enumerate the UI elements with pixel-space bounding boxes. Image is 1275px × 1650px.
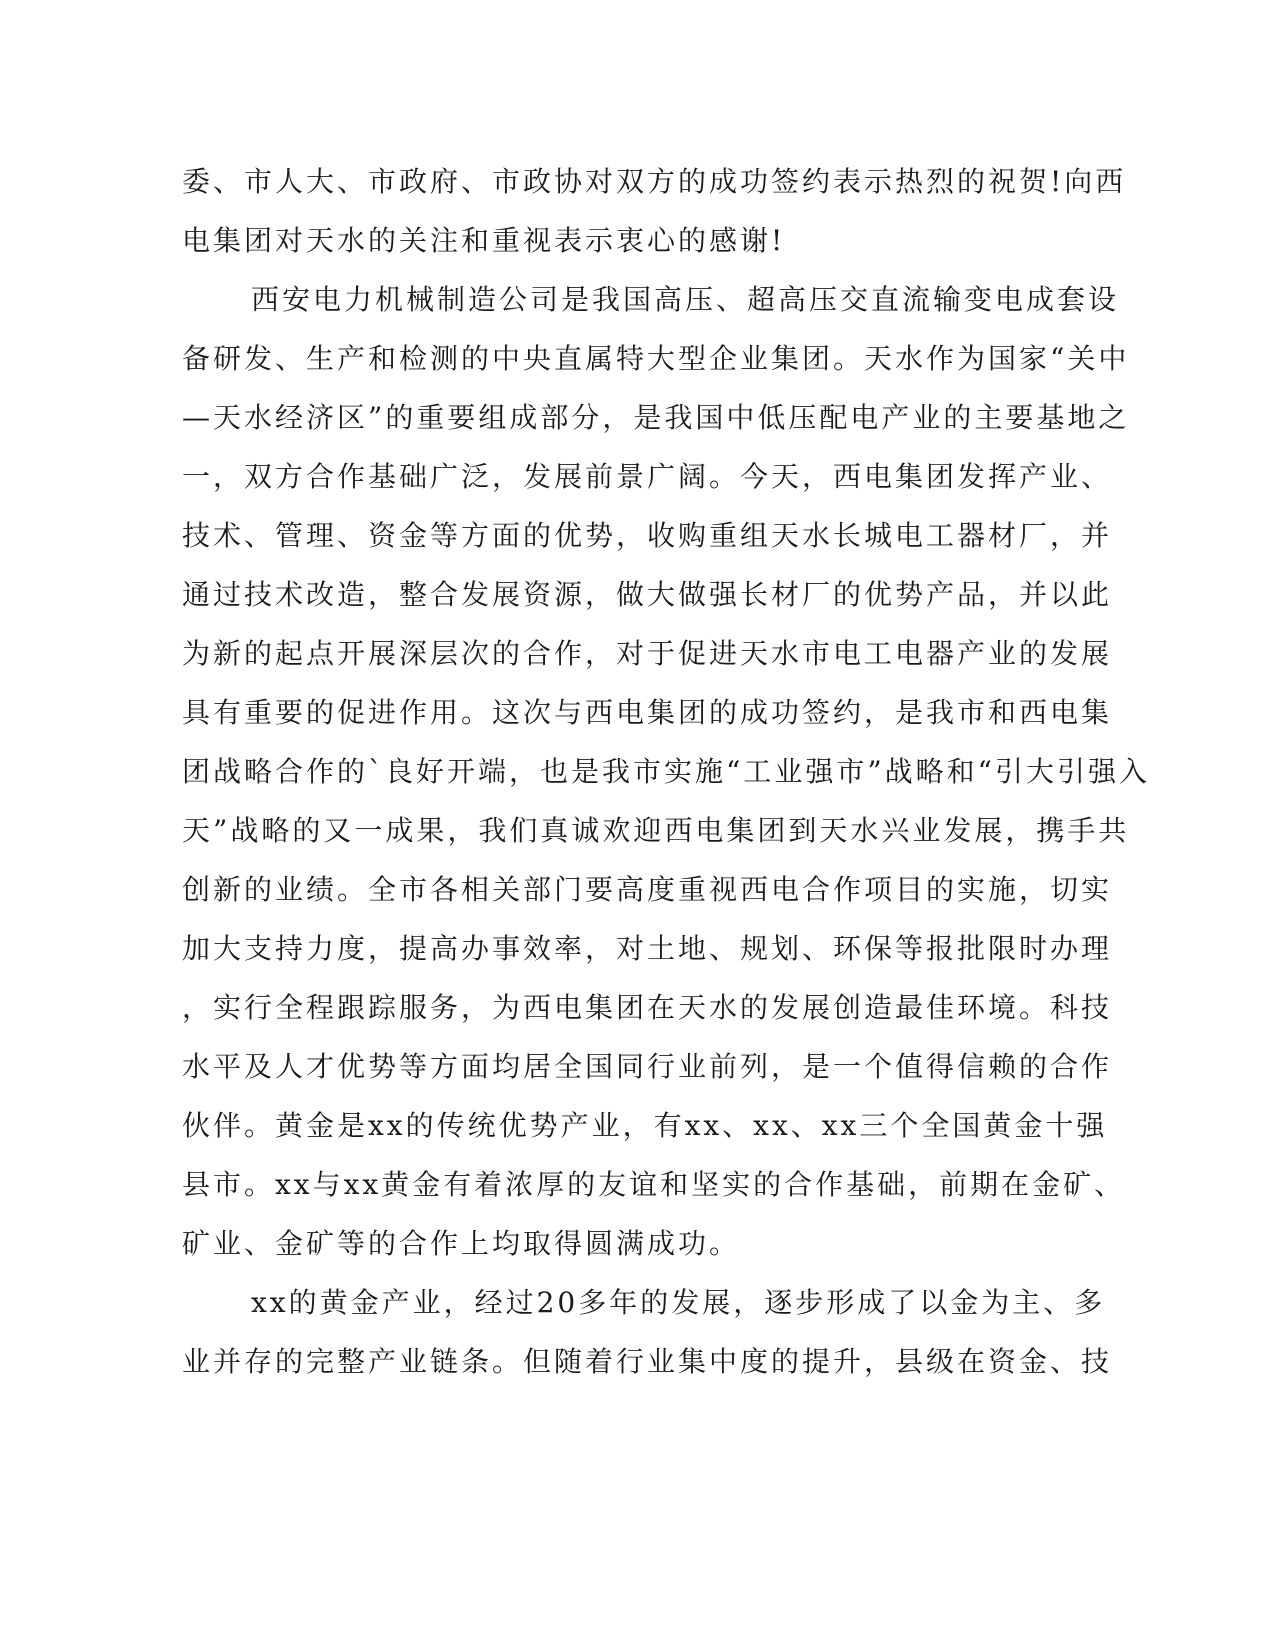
text-line: 团战略合作的`良好开端，也是我市实施“工业强市”战略和“引大引强入 xyxy=(182,755,1150,788)
text-line: —天水经济区”的重要组成部分，是我国中低压配电产业的主要基地之 xyxy=(182,401,1130,434)
text-line: 通过技术改造，整合发展资源，做大做强长材厂的优势产品，并以此 xyxy=(182,578,1113,611)
text-line: 具有重要的促进作用。这次与西电集团的成功签约，是我市和西电集 xyxy=(182,696,1113,729)
document-body xyxy=(182,152,1150,1391)
text-line: 矿业、金矿等的合作上均取得圆满成功。 xyxy=(182,1227,741,1260)
paragraph xyxy=(182,1273,1113,1391)
text-line: 一，双方合作基础广泛，发展前景广阔。今天，西电集团发挥产业、 xyxy=(182,460,1113,493)
text-line: 县市。xx与xx黄金有着浓厚的友谊和坚实的合作基础，前期在金矿、 xyxy=(182,1168,1126,1201)
text-line: 业并存的完整产业链条。但随着行业集中度的提升，县级在资金、技 xyxy=(182,1345,1113,1378)
text-line: 创新的业绩。全市各相关部门要高度重视西电合作项目的实施，切实 xyxy=(182,873,1113,906)
text-line: 技术、管理、资金等方面的优势，收购重组天水长城电工器材厂，并 xyxy=(182,519,1113,552)
text-line: 西安电力机械制造公司是我国高压、超高压交直流输变电成套设 xyxy=(251,283,1120,316)
text-line: 备研发、生产和检测的中央直属特大型企业集团。天水作为国家“关中 xyxy=(182,342,1130,375)
text-line: 电集团对天水的关注和重视表示衷心的感谢! xyxy=(182,224,786,257)
text-line: 伙伴。黄金是xx的传统优势产业，有xx、xx、xx三个全国黄金十强 xyxy=(182,1109,1108,1142)
text-line: 委、市人大、市政府、市政协对双方的成功签约表示热烈的祝贺!向西 xyxy=(182,165,1127,198)
text-line: 水平及人才优势等方面均居全国同行业前列，是一个值得信赖的合作 xyxy=(182,1050,1113,1083)
paragraph xyxy=(182,270,1150,1273)
text-line: 加大支持力度，提高办事效率，对土地、规划、环保等报批限时办理 xyxy=(182,932,1113,965)
text-line: ，实行全程跟踪服务，为西电集团在天水的发展创造最佳环境。科技 xyxy=(182,991,1113,1024)
text-line: 为新的起点开展深层次的合作，对于促进天水市电工电器产业的发展 xyxy=(182,637,1113,670)
text-line: xx的黄金产业，经过20多年的发展，逐步形成了以金为主、多 xyxy=(251,1286,1106,1319)
paragraph xyxy=(182,152,1127,270)
text-line: 天”战略的又一成果，我们真诚欢迎西电集团到天水兴业发展，携手共 xyxy=(182,814,1130,847)
